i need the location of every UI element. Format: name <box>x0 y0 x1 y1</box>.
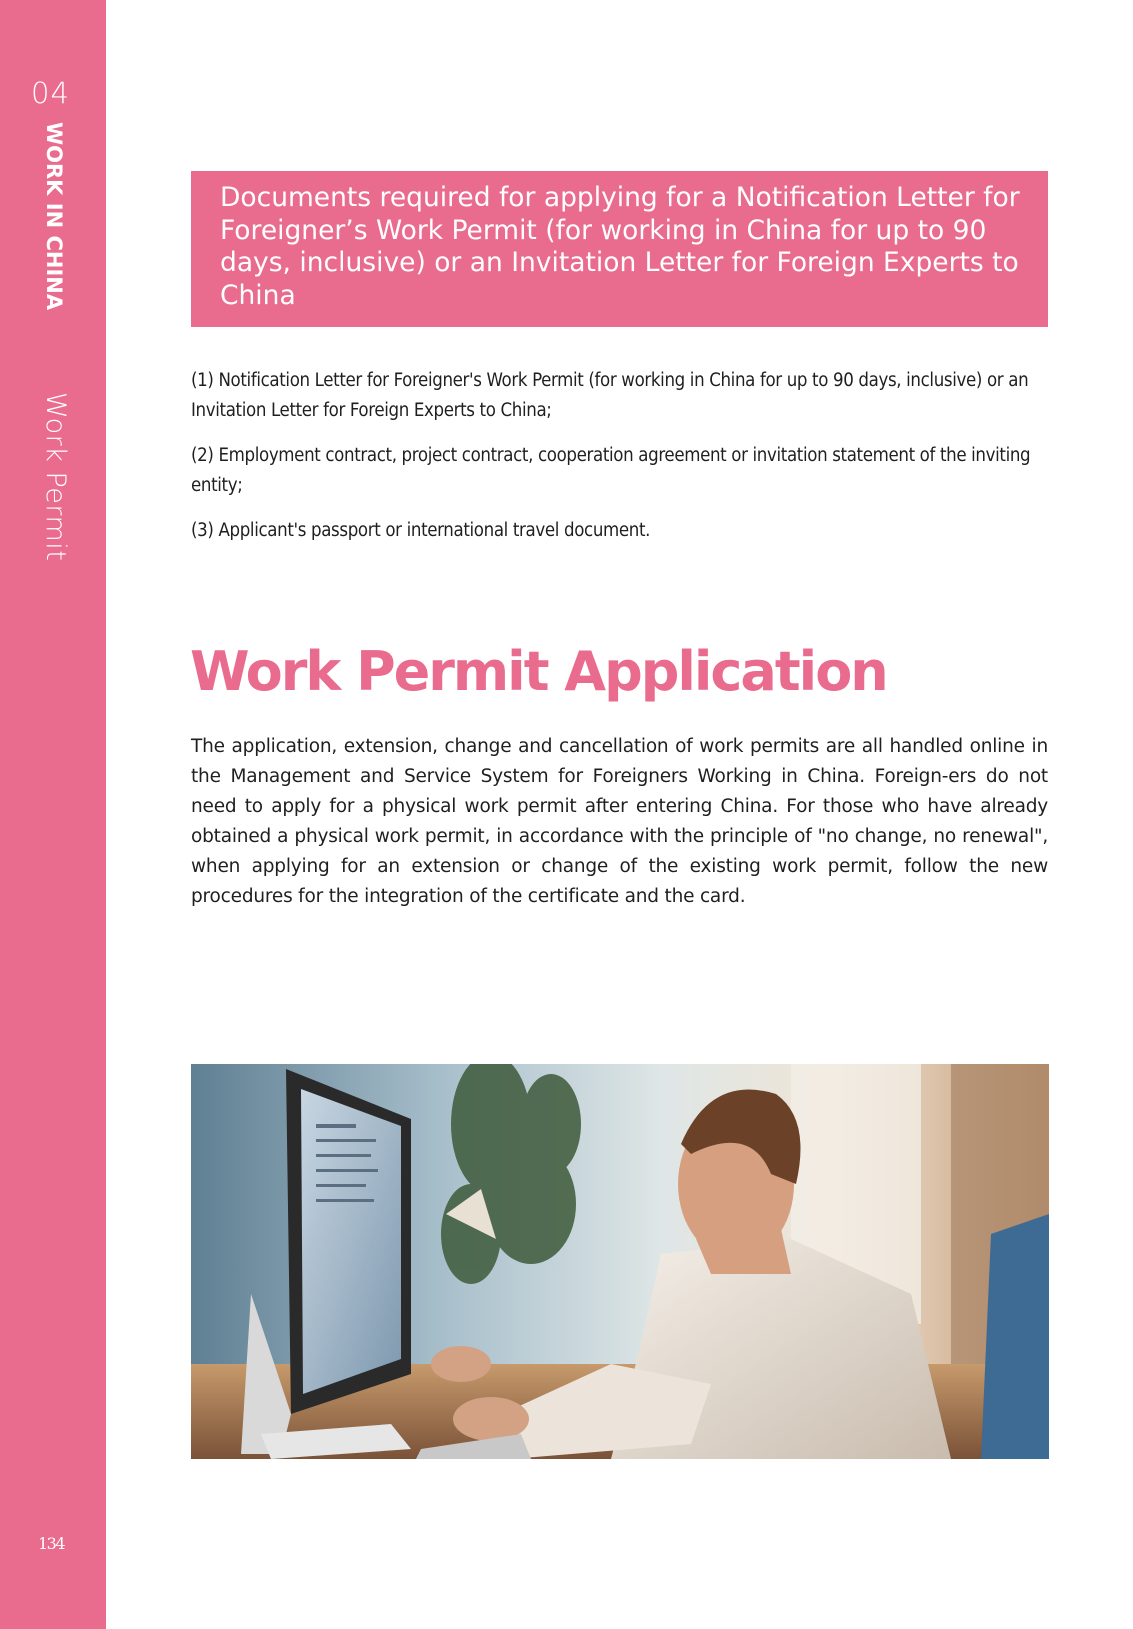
office-worker-photo <box>191 1064 1049 1459</box>
section-body: The application, extension, change and cancellation of work permits are all handled online in the Management and Service System for Foreigners Working in China. Foreign-ers do not need to apply for a physical work permit after entering China. For those who have already obtained a physical work permit, in accordance with the principle of "no change, no renewal", when applying for an extension or change of the existing work permit, follow the new procedures for the integration of the certificate and the card. <box>191 736 1048 907</box>
section-label: WORK IN CHINA <box>42 122 66 311</box>
topic-label: Work Permit <box>40 392 71 562</box>
documents-callout-box <box>191 171 1048 327</box>
requirement-item: (2) Employment contract, project contract, cooperation agreement or invitation statement of the inviting entity; <box>191 445 1031 496</box>
requirements-list <box>191 366 1051 561</box>
requirement-item: (1) Notification Letter for Foreigner's Work Permit (for working in China for up to 90 days, inclusive) or an Invitation Letter for Foreign Experts to China; <box>191 370 1029 421</box>
requirement-item: (3) Applicant's passport or international travel document. <box>191 520 651 541</box>
callout-heading: Documents required for applying for a Notification Letter for Foreigner’s Work Permit (for working in China for up to 90 days, inclusive) or an Invitation Letter for Foreign Experts to China <box>220 182 1020 311</box>
chapter-sidebar <box>0 0 106 1629</box>
chapter-number: 04 <box>31 76 70 110</box>
photo-illustration <box>191 1064 1049 1459</box>
page-number: 134 <box>38 1534 65 1553</box>
section-title: Work Permit Application <box>190 640 887 703</box>
